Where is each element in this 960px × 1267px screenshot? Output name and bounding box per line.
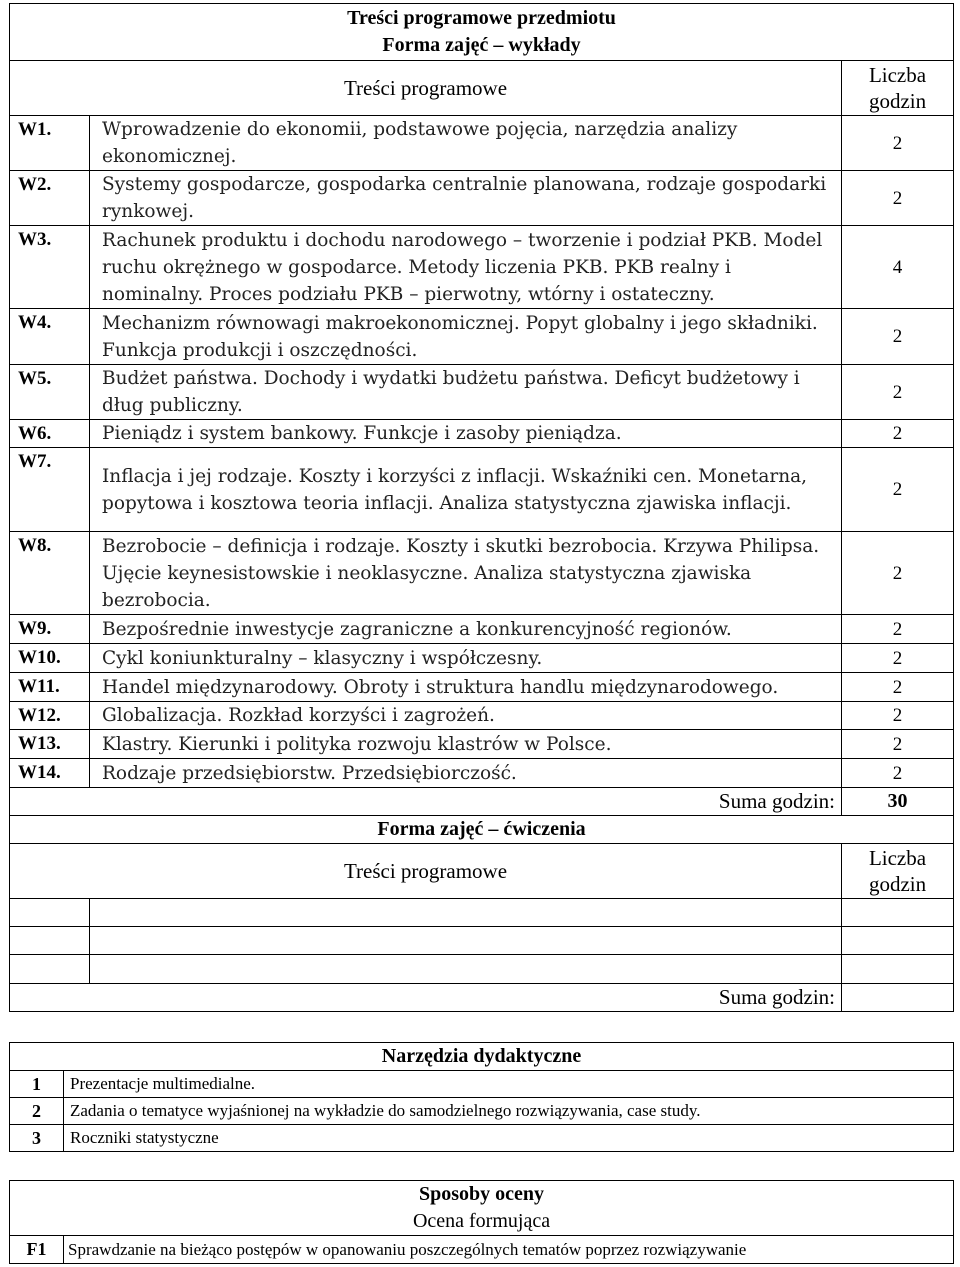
table-row [10,532,954,615]
row-code: W14. [10,759,90,788]
table-row [10,171,954,226]
hours-header: Liczba godzin [842,61,954,116]
row-hours: 2 [842,673,954,702]
row-text: Klastry. Kierunki i polityka rozwoju klastrów w Polsce. [90,730,842,759]
table-row [10,420,954,448]
row-number: 1 [10,1071,64,1098]
program-table [9,3,954,1012]
row-text: Bezrobocie – definicja i rodzaje. Koszty i skutki bezrobocia. Krzywa Philipsa. Ujęcie keynesistowskie i neoklasyczne. Analiza statystyczna zjawiska bezrobocia. [90,532,842,615]
table-row [10,673,954,702]
empty-row [10,899,954,927]
row-number: 3 [10,1125,64,1152]
row-number: F1 [10,1236,64,1264]
sum-label: Suma godzin: [10,788,842,816]
table-row [10,1071,954,1098]
row-hours: 2 [842,644,954,673]
row-code: W11. [10,673,90,702]
table-row [10,226,954,309]
table-row [10,644,954,673]
row-text: Systemy gospodarcze, gospodarka centralnie planowana, rodzaje gospodarki rynkowej. [90,171,842,226]
ex-sum-label: Suma godzin: [10,984,842,1012]
program-title: Treści programowe przedmiotu [347,7,616,29]
row-hours: 2 [842,171,954,226]
row-text: Mechanizm równowagi makroekonomicznej. Popyt globalny i jego składniki. Funkcja produkcji i oszczędności. [90,309,842,365]
row-text: Inflacja i jej rodzaje. Koszty i korzyści z inflacji. Wskaźniki cen. Monetarna, popytowa i kosztowa teoria inflacji. Analiza statystyczna zjawiska inflacji. [90,448,842,532]
assessment-table [9,1180,954,1264]
row-code: W12. [10,702,90,730]
row-text: Rodzaje przedsiębiorstw. Przedsiębiorczość. [90,759,842,788]
table-row [10,1125,954,1152]
row-hours: 2 [842,420,954,448]
row-text: Roczniki statystyczne [64,1125,954,1152]
assessment-title-cell [10,1181,954,1236]
lecture-rows [10,116,954,788]
row-hours: 2 [842,116,954,171]
table-row [10,1236,954,1264]
row-code: W7. [10,448,90,532]
table-row [10,365,954,420]
table-row [10,615,954,644]
row-code: W3. [10,226,90,309]
row-hours: 2 [842,365,954,420]
ex-content-header: Treści programowe [10,844,842,899]
row-code: W9. [10,615,90,644]
row-hours: 2 [842,615,954,644]
row-code: W10. [10,644,90,673]
row-code: W6. [10,420,90,448]
table-row [10,448,954,532]
content-header: Treści programowe [10,61,842,116]
empty-row [10,927,954,955]
row-code: W1. [10,116,90,171]
row-number: 2 [10,1098,64,1125]
row-hours: 2 [842,448,954,532]
row-text: Wprowadzenie do ekonomii, podstawowe pojęcia, narzędzia analizy ekonomicznej. [90,116,842,171]
row-text: Prezentacje multimedialne. [64,1071,954,1098]
ex-sum-value [842,984,954,1012]
program-title-cell [10,4,954,61]
row-text: Sprawdzanie na bieżąco postępów w opanowaniu poszczególnych tematów poprzez rozwiązywanie [64,1236,954,1264]
assessment-subtitle: Ocena formująca [412,1210,551,1232]
row-text: Zadania o tematyce wyjaśnionej na wykładzie do samodzielnego rozwiązywania, case study. [64,1098,954,1125]
row-text: Pieniądz i system bankowy. Funkcje i zasoby pieniądza. [90,420,842,448]
row-text: Budżet państwa. Dochody i wydatki budżetu państwa. Deficyt budżetowy i dług publiczny. [90,365,842,420]
table-row [10,759,954,788]
exercise-form-title: Forma zajęć – ćwiczenia [10,816,954,844]
row-text: Cykl koniunkturalny – klasyczny i współczesny. [90,644,842,673]
row-hours: 2 [842,702,954,730]
row-code: W5. [10,365,90,420]
tools-title: Narzędzia dydaktyczne [10,1043,954,1071]
row-hours: 2 [842,532,954,615]
row-text: Globalizacja. Rozkład korzyści i zagrożeń. [90,702,842,730]
table-row [10,730,954,759]
row-text: Bezpośrednie inwestycje zagraniczne a konkurencyjność regionów. [90,615,842,644]
table-row [10,116,954,171]
row-code: W4. [10,309,90,365]
lecture-form-title: Forma zajęć – wykłady [382,34,581,56]
row-hours: 4 [842,226,954,309]
empty-row [10,955,954,984]
table-row [10,1098,954,1125]
table-row [10,702,954,730]
row-code: W8. [10,532,90,615]
row-hours: 2 [842,759,954,788]
assessment-title: Sposoby oceny [418,1183,545,1205]
row-text: Handel międzynarodowy. Obroty i struktura handlu międzynarodowego. [90,673,842,702]
row-hours: 2 [842,730,954,759]
row-code: W13. [10,730,90,759]
row-hours: 2 [842,309,954,365]
row-text: Rachunek produktu i dochodu narodowego – tworzenie i podział PKB. Model ruchu okrężnego w gospodarce. Metody liczenia PKB. PKB realny i nominalny. Proces podziału PKB – pierwotny, wtórny i ostateczny. [90,226,842,309]
ex-hours-header: Liczba godzin [842,844,954,899]
tools-table [9,1042,954,1152]
row-code: W2. [10,171,90,226]
table-row [10,309,954,365]
sum-value: 30 [842,788,954,816]
